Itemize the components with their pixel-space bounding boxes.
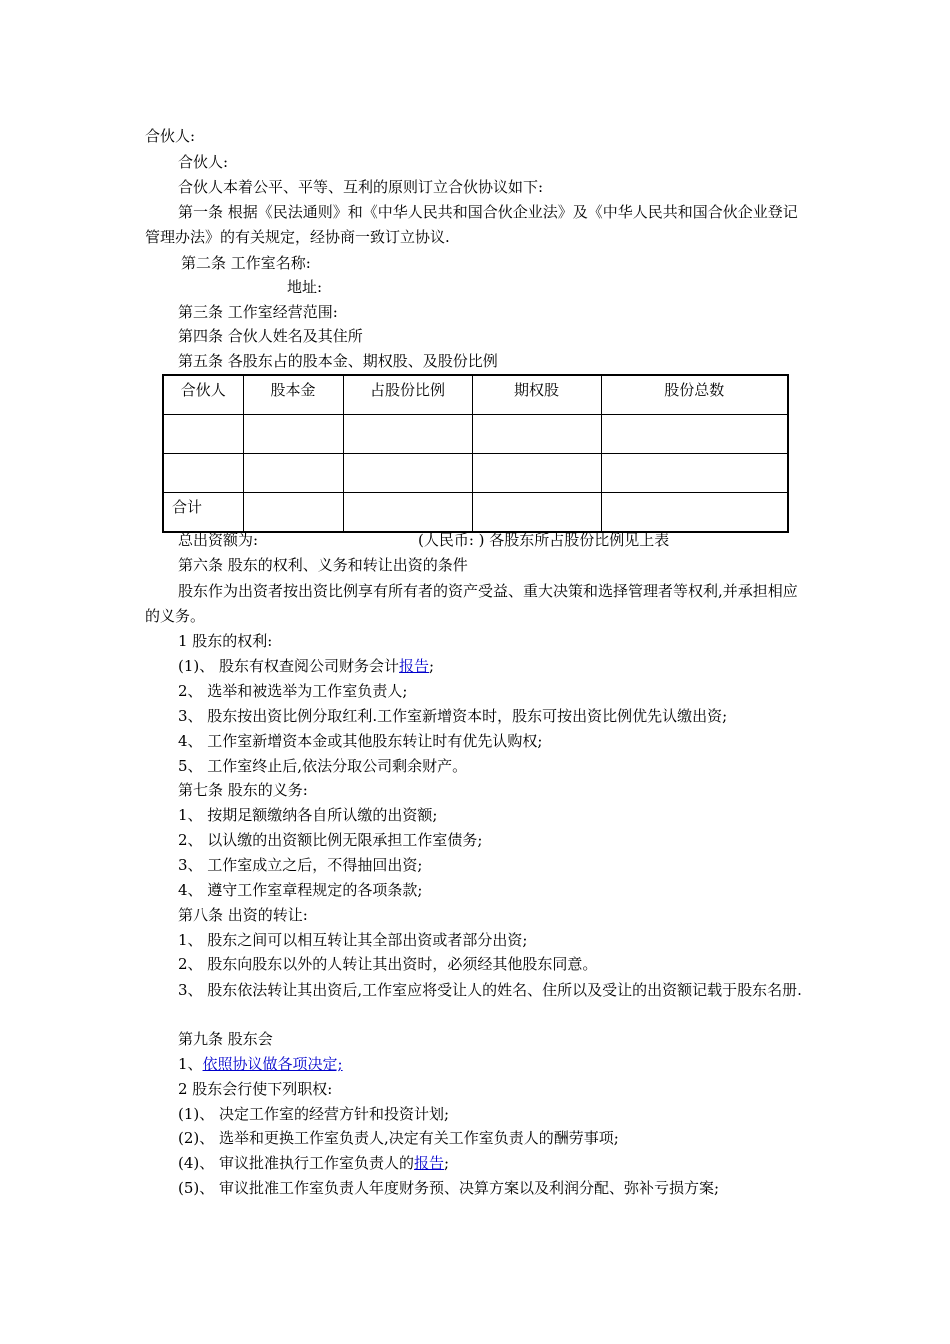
right-3: 3、 股东按出资比例分取红利.工作室新增资本时，股东可按出资比例优先认缴出资; xyxy=(178,707,728,725)
article-4: 第四条 合伙人姓名及其住所 xyxy=(178,327,363,345)
table-row xyxy=(163,415,788,454)
table-cell xyxy=(601,454,788,493)
right-4: 4、 工作室新增资本金或其他股东转让时有优先认购权; xyxy=(178,732,543,750)
power-4 xyxy=(178,1153,449,1173)
table-cell xyxy=(243,454,343,493)
transfer-2: 2、 股东向股东以外的人转让其出资时，必须经其他股东同意。 xyxy=(178,955,598,973)
power-1: (1)、 决定工作室的经营方针和投资计划; xyxy=(178,1105,450,1123)
power-2: (2)、 选举和更换工作室负责人,决定有关工作室负责人的酬劳事项; xyxy=(178,1129,619,1147)
shareholding-table xyxy=(162,374,789,533)
duty-2: 2、 以认缴的出资额比例无限承担工作室债务; xyxy=(178,831,483,849)
right-2: 2、 选举和被选举为工作室负责人; xyxy=(178,682,408,700)
table-total-row xyxy=(163,493,788,533)
right-1-text: (1)、 股东有权查阅公司财务会计 xyxy=(178,657,400,675)
decision-link[interactable]: 依照协议做各项决定; xyxy=(202,1055,343,1073)
meeting-1 xyxy=(178,1054,343,1074)
article-9: 第九条 股东会 xyxy=(178,1030,273,1048)
total-capital-label: 总出资额为: xyxy=(178,531,259,549)
partner-line-2: 合伙人: xyxy=(178,153,229,171)
table-row xyxy=(163,454,788,493)
partner-line-1: 合伙人: xyxy=(145,127,196,145)
header-capital: 股本金 xyxy=(243,375,343,415)
header-total-shares: 股份总数 xyxy=(601,375,788,415)
duty-4: 4、 遵守工作室章程规定的各项条款; xyxy=(178,881,423,899)
table-cell xyxy=(601,415,788,454)
header-option-shares: 期权股 xyxy=(472,375,601,415)
article-5: 第五条 各股东占的股本金、期权股、及股份比例 xyxy=(178,352,498,370)
table-header-row xyxy=(163,375,788,415)
rmb-note: (人民币: ) 各股东所占股份比例见上表 xyxy=(418,531,670,549)
table-cell xyxy=(163,454,243,493)
header-partner: 合伙人 xyxy=(163,375,243,415)
table-cell xyxy=(343,454,472,493)
report-link[interactable]: 报告 xyxy=(414,1154,445,1172)
report-link[interactable]: 报告 xyxy=(399,657,430,675)
table-cell xyxy=(243,415,343,454)
table-cell xyxy=(343,415,472,454)
address-label: 地址: xyxy=(287,278,323,296)
transfer-1: 1、 股东之间可以相互转让其全部出资或者部分出资; xyxy=(178,931,528,949)
power-5: (5)、 审议批准工作室负责人年度财务预、决算方案以及利润分配、弥补亏损方案; xyxy=(178,1179,720,1197)
article-3: 第三条 工作室经营范围: xyxy=(178,303,338,321)
table-cell xyxy=(472,493,601,533)
table-cell xyxy=(472,415,601,454)
duty-1: 1、 按期足额缴纳各自所认缴的出资额; xyxy=(178,806,438,824)
right-5: 5、 工作室终止后,依法分取公司剩余财产。 xyxy=(178,757,468,775)
table-cell xyxy=(243,493,343,533)
right-1 xyxy=(178,656,434,676)
table-cell xyxy=(601,493,788,533)
transfer-3: 3、 股东依法转让其出资后,工作室应将受让人的姓名、住所以及受让的出资额记载于股东名册. xyxy=(178,981,802,999)
intro-text: 合伙人本着公平、平等、互利的原则订立合伙协议如下: xyxy=(178,178,544,196)
article-1: 第一条 根据《民法通则》和《中华人民共和国合伙企业法》及《中华人民共和国合伙企业登记管理办法》的有关规定，经协商一致订立协议. xyxy=(145,203,798,246)
article-2: 第二条 工作室名称: xyxy=(181,254,311,272)
table-cell xyxy=(472,454,601,493)
meeting-1-number: 1、 xyxy=(178,1055,203,1073)
total-label: 合计 xyxy=(163,493,243,533)
meeting-2: 2 股东会行使下列职权: xyxy=(178,1080,333,1098)
header-share-ratio: 占股份比例 xyxy=(343,375,472,415)
article-7: 第七条 股东的义务: xyxy=(178,781,308,799)
table-cell xyxy=(163,415,243,454)
table-cell xyxy=(343,493,472,533)
right-1-end: ; xyxy=(429,657,435,675)
rights-title: 1 股东的权利: xyxy=(178,632,273,650)
article-8: 第八条 出资的转让: xyxy=(178,906,308,924)
article-6-body: 股东作为出资者按出资比例享有所有者的资产受益、重大决策和选择管理者等权利,并承担相应的义务。 xyxy=(145,582,798,625)
power-4-end: ; xyxy=(444,1154,450,1172)
duty-3: 3、 工作室成立之后，不得抽回出资; xyxy=(178,856,423,874)
power-4-text: (4)、 审议批准执行工作室负责人的 xyxy=(178,1154,415,1172)
article-6: 第六条 股东的权利、义务和转让出资的条件 xyxy=(178,556,468,574)
